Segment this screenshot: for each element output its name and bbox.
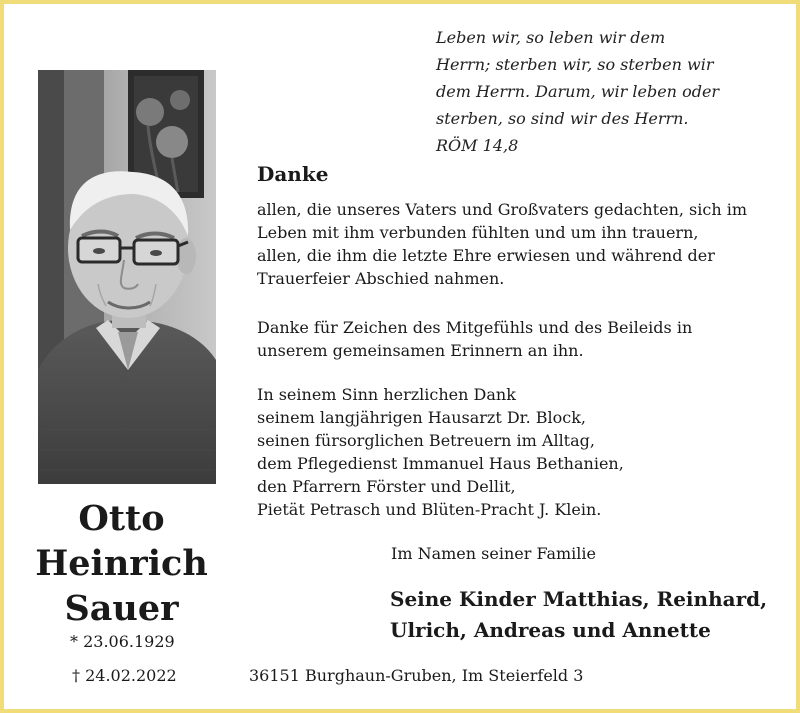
thanks-paragraph-1: [257, 198, 747, 290]
verse-line: dem Herrn. Darum, wir leben oder: [436, 82, 720, 101]
family-address: 36151 Burghaun-Gruben, Im Steierfeld 3: [249, 666, 584, 685]
text-line: Pietät Petrasch und Blüten-Pracht J. Klein.: [257, 500, 602, 519]
text-line: In seinem Sinn herzlichen Dank: [257, 385, 516, 404]
verse-line: Herrn; sterben wir, so sterben wir: [436, 55, 714, 74]
verse-line: Leben wir, so leben wir dem: [436, 28, 666, 47]
text-line: seinem langjährigen Hausarzt Dr. Block,: [257, 408, 586, 427]
family-signers: [390, 584, 767, 646]
text-line: dem Pflegedienst Immanuel Haus Bethanien,: [257, 454, 624, 473]
bible-verse: [436, 24, 736, 159]
portrait-photo: [38, 70, 216, 484]
text-line: Danke für Zeichen des Mitgefühls und des Beileids in: [257, 318, 693, 337]
verse-line: sterben, so sind wir des Herrn.: [436, 109, 689, 128]
signers-line: Ulrich, Andreas und Annette: [390, 618, 711, 642]
text-line: seinen fürsorglichen Betreuern im Alltag,: [257, 431, 595, 450]
text-line: Leben mit ihm verbunden fühlten und um ihn trauern,: [257, 223, 699, 242]
text-line: allen, die unseres Vaters und Großvaters gedachten, sich im: [257, 200, 748, 219]
text-line: den Pfarrern Förster und Dellit,: [257, 477, 516, 496]
middle-name: Heinrich: [35, 543, 208, 584]
first-name: Otto: [78, 498, 165, 539]
thanks-paragraph-2: [257, 316, 692, 362]
last-name: Sauer: [64, 588, 179, 629]
signers-line: Seine Kinder Matthias, Reinhard,: [390, 587, 768, 611]
death-date: † 24.02.2022: [72, 666, 177, 685]
text-line: unserem gemeinsamen Erinnern an ihn.: [257, 341, 584, 360]
text-line: allen, die ihm die letzte Ehre erwiesen und während der: [257, 246, 715, 265]
family-intro: Im Namen seiner Familie: [391, 544, 596, 563]
thanks-paragraph-3: [257, 383, 624, 521]
verse-reference: RÖM 14,8: [436, 136, 519, 155]
text-line: Trauerfeier Abschied nahmen.: [257, 269, 505, 288]
thanks-heading: Danke: [257, 162, 329, 186]
birth-date: * 23.06.1929: [70, 632, 175, 651]
deceased-name: [24, 496, 219, 631]
